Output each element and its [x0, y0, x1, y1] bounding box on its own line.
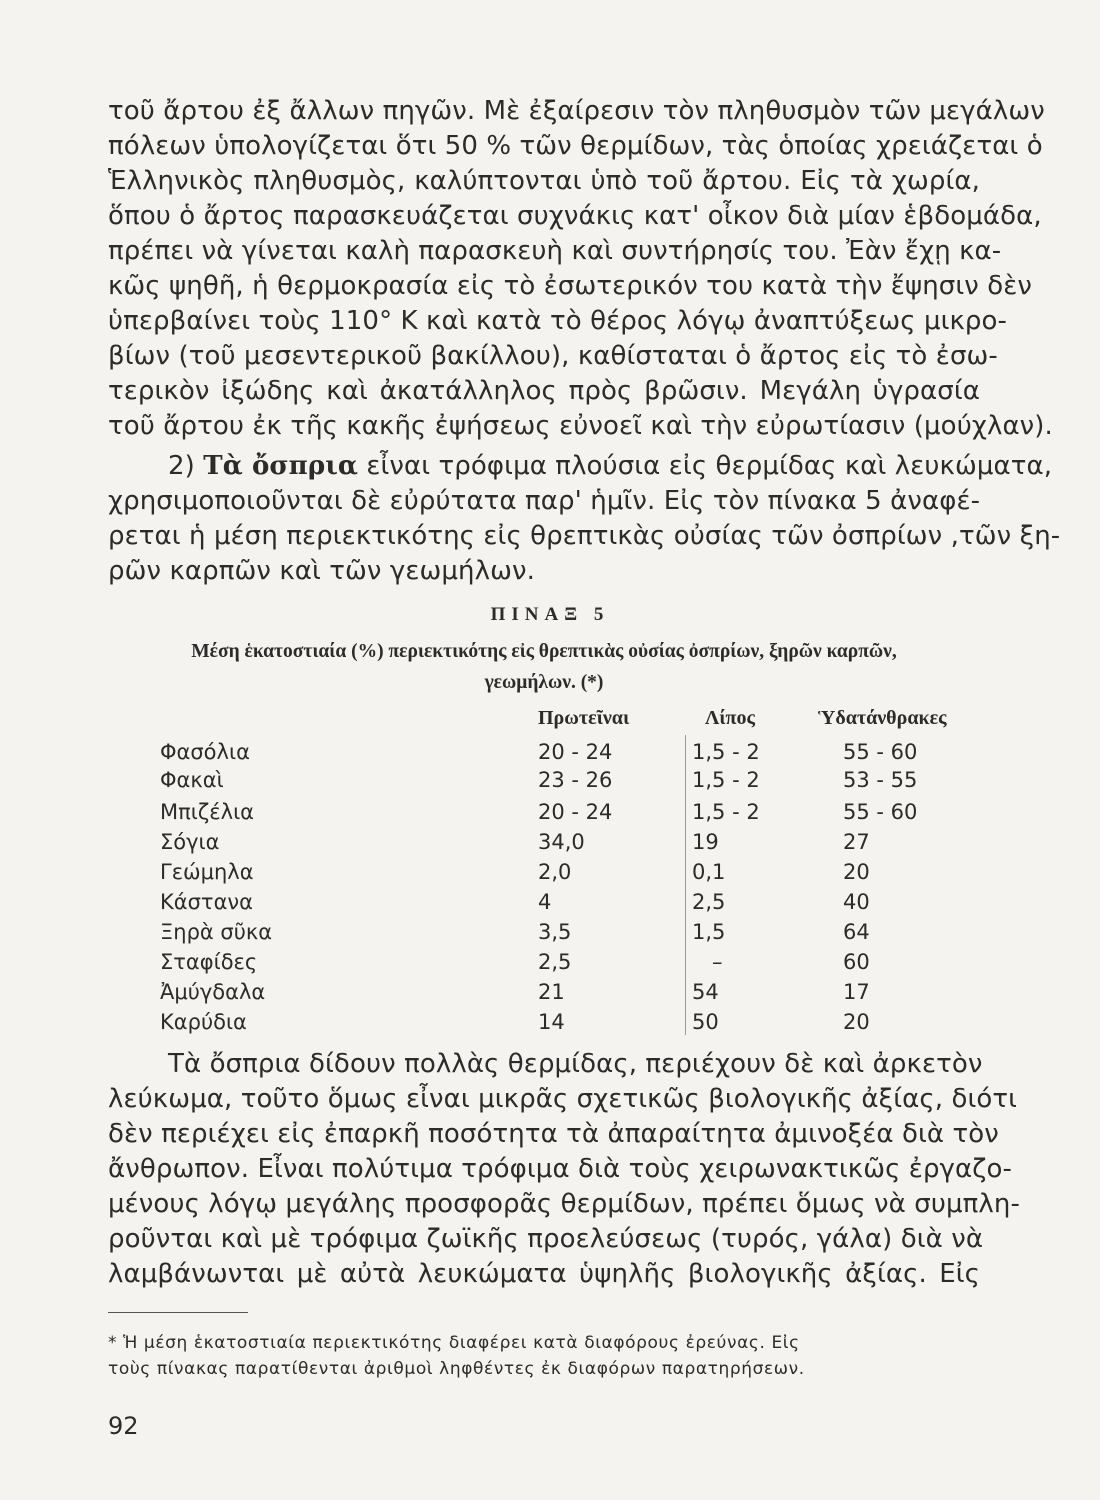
row-label: Κάστανα: [160, 890, 253, 914]
row-label: Γεώμηλα: [160, 860, 254, 884]
text-line: Τὰ ὄσπρια δίδουν πολλὰς θερμίδας, περιέχουν δὲ καὶ ἀρκετὸν: [168, 1049, 983, 1079]
protein-cell: 2,5: [538, 950, 572, 974]
table-title: ΠΙΝΑΞ 5: [490, 604, 610, 625]
column-header-carbs: Ὑδατάνθρακες: [818, 707, 947, 729]
text-line: κῶς ψηθῆ, ἡ θερμοκρασία εἰς τὸ ἐσωτερικόν του κατὰ τὴν ἔψησιν δὲν: [108, 271, 1033, 301]
protein-cell: 23 - 26: [538, 768, 613, 792]
row-label: Φασόλια: [160, 740, 250, 764]
carbs-cell: 27: [843, 830, 870, 854]
text-line: δὲν περιέχει εἰς ἐπαρκῆ ποσότητα τὰ ἀπαραίτητα ἀμινοξέα διὰ τὸν: [108, 1119, 999, 1149]
row-label: Μπιζέλια: [160, 800, 255, 824]
text-line: ἄνθρωπον. Εἶναι πολύτιμα τρόφιμα διὰ τοὺς χειρωνακτικῶς ἐργαζο-: [108, 1154, 1013, 1184]
table-row: [0, 920, 1100, 947]
protein-cell: 2,0: [538, 860, 572, 884]
table-row: [0, 768, 1100, 795]
carbs-cell: 17: [843, 980, 870, 1004]
table-row: [0, 890, 1100, 917]
protein-cell: 14: [538, 1010, 565, 1034]
protein-cell: 3,5: [538, 920, 572, 944]
text-line: τοῦ ἄρτου ἐκ τῆς κακῆς ἐψήσεως εὐνοεῖ καὶ τὴν εὐρωτίασιν (μούχλαν).: [108, 411, 1053, 441]
text-line: ὑπερβαίνει τοὺς 110° Κ καὶ κατὰ τὸ θέρος λόγῳ ἀναπτύξεως μικρο-: [108, 306, 1007, 336]
text-line: χρησιμοποιοῦνται δὲ εὐρύτατα παρ' ἡμῖν. Εἰς τὸν πίνακα 5 ἀναφέ-: [108, 486, 981, 516]
footnote-line: τοὺς πίνακας παρατίθενται ἀριθμοὶ ληφθέντες ἐκ διαφόρων παρατηρήσεων.: [108, 1359, 805, 1379]
caption-line: Μέση ἑκατοστιαία (%) περιεκτικότης εἰς θρεπτικὰς οὐσίας ὀσπρίων, ξηρῶν καρπῶν,: [191, 641, 897, 662]
row-label: Ἀμύγδαλα: [160, 980, 266, 1004]
footnote-divider: [108, 1312, 248, 1313]
fat-cell: 1,5 - 2: [692, 768, 760, 792]
fat-cell: 54: [692, 980, 719, 1004]
table-row: [0, 830, 1100, 857]
fat-cell: 19: [692, 830, 719, 854]
table-row: [0, 860, 1100, 887]
text-line: ρεται ἡ μέση περιεκτικότης εἰς θρεπτικὰς οὐσίας τῶν ὀσπρίων ,τῶν ξη-: [108, 521, 1061, 551]
protein-cell: 20 - 24: [538, 740, 613, 764]
text-line: ροῦνται καὶ μὲ τρόφιμα ζωϊκῆς προελεύσεως (τυρός, γάλα) διὰ νὰ: [108, 1224, 984, 1254]
fat-cell: 50: [692, 1010, 719, 1034]
row-label: Ξηρὰ σῦκα: [160, 920, 273, 944]
protein-cell: 21: [538, 980, 565, 1004]
text-line: πόλεων ὑπολογίζεται ὅτι 50 % τῶν θερμίδων, τὰς ὁποίας χρειάζεται ὁ: [108, 131, 1043, 161]
column-header-protein: Πρωτεῖναι: [538, 707, 630, 729]
text-line: λεύκωμα, τοῦτο ὅμως εἶναι μικρᾶς σχετικῶς βιολογικῆς ἀξίας, διότι: [108, 1084, 1018, 1114]
text-line: μένους λόγῳ μεγάλης προσφορᾶς θερμίδων, πρέπει ὅμως νὰ συμπλη-: [108, 1189, 1020, 1219]
page-number: 92: [108, 1412, 139, 1440]
column-header-fat: Λίπος: [705, 707, 755, 729]
row-label: Καρύδια: [160, 1010, 247, 1034]
bold-term: Τὰ ὄσπρια: [203, 451, 358, 481]
row-label: Σταφίδες: [160, 950, 258, 974]
table-row: [0, 740, 1100, 767]
text-line: λαμβάνωνται μὲ αὐτὰ λευκώματα ὑψηλῆς βιολογικῆς ἀξίας. Εἰς: [108, 1259, 980, 1289]
carbs-cell: 55 - 60: [843, 800, 918, 824]
text-line: πρέπει νὰ γίνεται καλὴ παρασκευὴ καὶ συντήρησίς του. Ἐὰν ἔχῃ κα-: [108, 236, 1002, 266]
footnote-line: * Ἡ μέση ἑκατοστιαία περιεκτικότης διαφέρει κατὰ διαφόρους ἐρεύνας. Εἰς: [108, 1333, 800, 1353]
caption-line: γεωμήλων. (*): [484, 672, 604, 693]
carbs-cell: 64: [843, 920, 870, 944]
carbs-cell: 40: [843, 890, 870, 914]
carbs-cell: 60: [843, 950, 870, 974]
text-line: ρῶν καρπῶν καὶ τῶν γεωμήλων.: [108, 556, 535, 586]
fat-cell: 0,1: [692, 860, 726, 884]
fat-cell: 1,5: [692, 920, 726, 944]
carbs-cell: 20: [843, 860, 870, 884]
table-row: [0, 1010, 1100, 1037]
fat-cell: 1,5 - 2: [692, 740, 760, 764]
footnote: [108, 1330, 980, 1382]
table-row: [0, 800, 1100, 827]
text-fragment: εἶναι τρόφιμα πλούσια εἰς θερμίδας καὶ λευκώματα,: [366, 451, 1053, 481]
text-line: τερικὸν ἰξώδης καὶ ἀκατάλληλος πρὸς βρῶσιν. Μεγάλη ὑγρασία: [108, 376, 980, 406]
protein-cell: 34,0: [538, 830, 585, 854]
fat-cell: 1,5 - 2: [692, 800, 760, 824]
fat-cell: 2,5: [692, 890, 726, 914]
text-line: τοῦ ἄρτου ἐξ ἄλλων πηγῶν. Μὲ ἐξαίρεσιν τὸν πληθυσμὸν τῶν μεγάλων: [108, 96, 1045, 126]
fat-cell: –: [712, 950, 723, 974]
table-row: [0, 980, 1100, 1007]
text-line: Ἑλληνικὸς πληθυσμὸς, καλύπτονται ὑπὸ τοῦ ἄρτου. Εἰς τὰ χωρία,: [108, 166, 980, 196]
carbs-cell: 20: [843, 1010, 870, 1034]
table-row: [0, 950, 1100, 977]
row-label: Φακαὶ: [160, 768, 224, 792]
item-number: 2): [168, 451, 195, 481]
protein-cell: 20 - 24: [538, 800, 613, 824]
paragraph-legume-value: [108, 1047, 1020, 1292]
text-line: βίων (τοῦ μεσεντερικοῦ βακίλλου), καθίσταται ὁ ἄρτος εἰς τὸ ἐσω-: [108, 341, 998, 371]
text-line: ὅπου ὁ ἄρτος παρασκευάζεται συχνάκις κατ' οἶκον διὰ μίαν ἑβδομάδα,: [108, 201, 1042, 231]
protein-cell: 4: [538, 890, 552, 914]
carbs-cell: 53 - 55: [843, 768, 918, 792]
carbs-cell: 55 - 60: [843, 740, 918, 764]
row-label: Σόγια: [160, 830, 220, 854]
